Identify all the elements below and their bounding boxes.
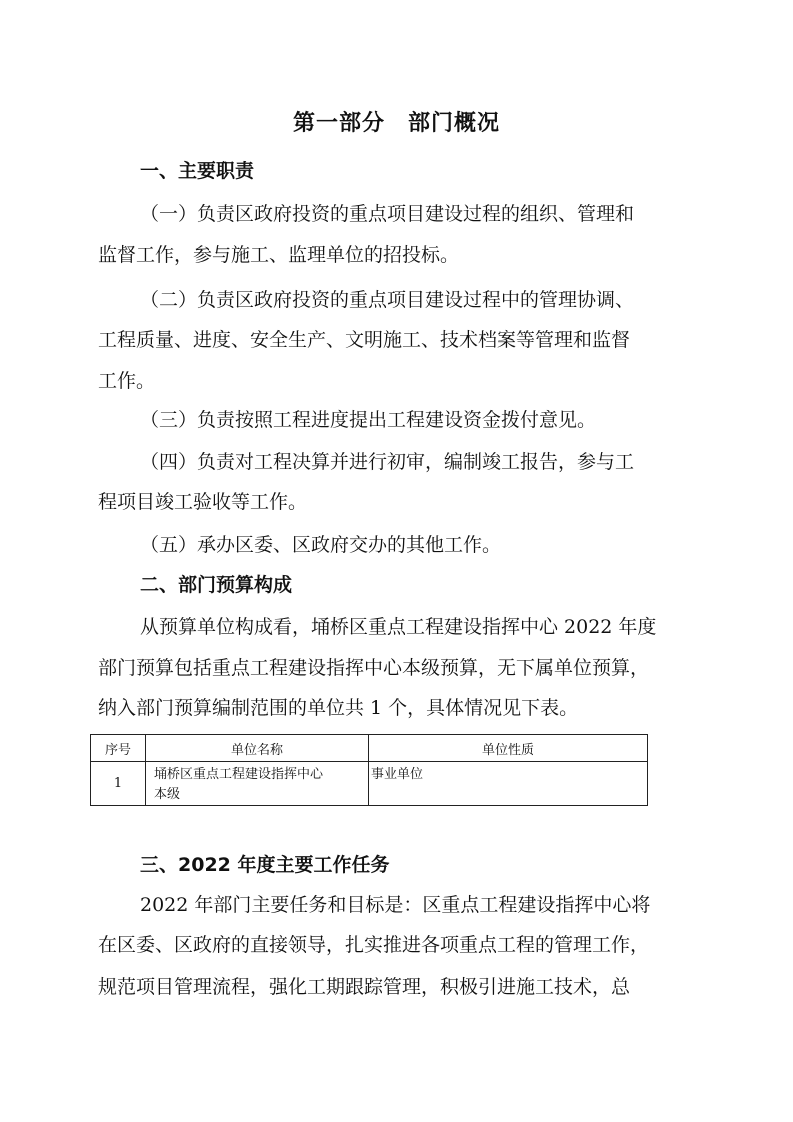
section-heading-budget: 二、部门预算构成 — [140, 574, 293, 596]
paragraph-line: （五）承办区委、区政府交办的其他工作。 — [140, 534, 502, 556]
table-header-row — [91, 735, 648, 762]
paragraph-line: （四）负责对工程决算并进行初审，编制竣工报告，参与工 — [140, 451, 635, 473]
cell-unit-name — [146, 762, 369, 806]
unit-name-line: 埇桥区重点工程建设指挥中心 — [154, 767, 324, 782]
paragraph-line: 从预算单位构成看，埇桥区重点工程建设指挥中心 2022 年度 — [140, 616, 657, 638]
unit-name-line: 本级 — [154, 787, 181, 802]
paragraph-line: （一）负责区政府投资的重点项目建设过程的组织、管理和 — [140, 203, 635, 225]
cell-no: 1 — [91, 762, 146, 806]
paragraph-line: 监督工作，参与施工、监理单位的招投标。 — [98, 244, 460, 266]
page-title: 第一部分 部门概况 — [292, 111, 500, 136]
paragraph-line: 2022 年部门主要任务和目标是：区重点工程建设指挥中心将 — [140, 894, 651, 916]
paragraph-line: 纳入部门预算编制范围的单位共 1 个，具体情况见下表。 — [98, 697, 579, 719]
paragraph-line: （二）负责区政府投资的重点项目建设过程中的管理协调、 — [140, 289, 635, 311]
table-row — [91, 762, 648, 806]
unit-table — [90, 734, 648, 806]
column-header-no: 序号 — [91, 735, 146, 762]
paragraph-line: （三）负责按照工程进度提出工程建设资金拨付意见。 — [140, 409, 597, 431]
section-heading-tasks: 三、2022 年度主要工作任务 — [140, 854, 390, 876]
section-heading-duties: 一、主要职责 — [140, 160, 255, 182]
paragraph-line: 在区委、区政府的直接领导，扎实推进各项重点工程的管理工作， — [98, 934, 650, 956]
paragraph-line: 规范项目管理流程，强化工期跟踪管理，积极引进施工技术，总 — [98, 976, 631, 998]
paragraph-line: 程项目竣工验收等工作。 — [98, 491, 308, 513]
column-header-nature: 单位性质 — [369, 735, 648, 762]
paragraph-line: 工作。 — [98, 370, 156, 392]
cell-unit-nature: 事业单位 — [369, 762, 648, 806]
column-header-name: 单位名称 — [146, 735, 369, 762]
paragraph-line: 工程质量、进度、安全生产、文明施工、技术档案等管理和监督 — [98, 329, 631, 351]
paragraph-line: 部门预算包括重点工程建设指挥中心本级预算，无下属单位预算， — [98, 657, 650, 679]
